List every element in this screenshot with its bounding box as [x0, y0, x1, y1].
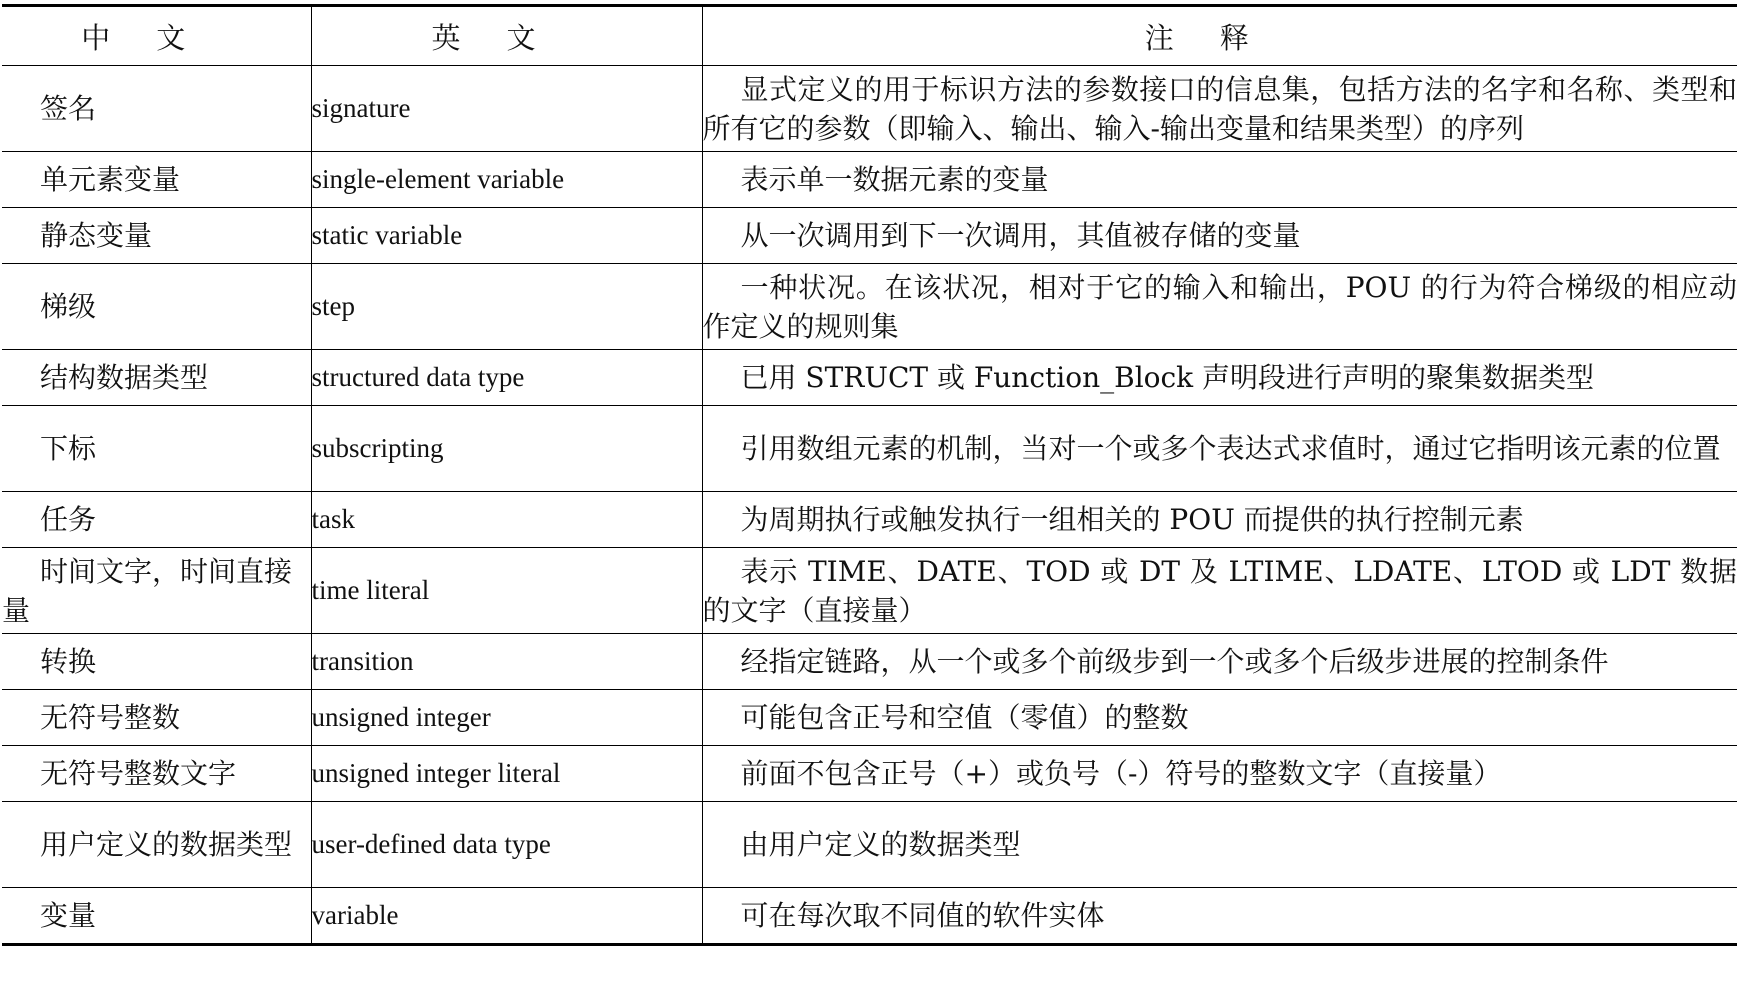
table-row	[2, 690, 1737, 746]
table-row	[2, 208, 1737, 264]
term-note: 可在每次取不同值的软件实体	[702, 888, 1737, 945]
term-english: user-defined data type	[311, 802, 702, 888]
term-chinese: 静态变量	[2, 208, 311, 264]
header-row	[2, 6, 1737, 66]
term-english: unsigned integer literal	[311, 746, 702, 802]
term-note: 已用 STRUCT 或 Function_Block 声明段进行声明的聚集数据类型	[702, 350, 1737, 406]
table-row	[2, 350, 1737, 406]
term-note: 为周期执行或触发执行一组相关的 POU 而提供的执行控制元素	[702, 492, 1737, 548]
term-note: 显式定义的用于标识方法的参数接口的信息集，包括方法的名字和名称、类型和所有它的参数（即输入、输出、输入-输出变量和结果类型）的序列	[702, 66, 1737, 152]
term-english: single-element variable	[311, 152, 702, 208]
table-row	[2, 746, 1737, 802]
term-english: subscripting	[311, 406, 702, 492]
term-english: task	[311, 492, 702, 548]
term-chinese: 时间文字，时间直接量	[2, 548, 311, 634]
table-row	[2, 492, 1737, 548]
term-note: 一种状况。在该状况，相对于它的输入和输出，POU 的行为符合梯级的相应动作定义的规则集	[702, 264, 1737, 350]
term-note: 从一次调用到下一次调用，其值被存储的变量	[702, 208, 1737, 264]
term-chinese: 无符号整数文字	[2, 746, 311, 802]
header-english: 英文	[311, 6, 702, 66]
term-chinese: 变量	[2, 888, 311, 945]
term-note: 表示单一数据元素的变量	[702, 152, 1737, 208]
table-row	[2, 634, 1737, 690]
term-chinese: 结构数据类型	[2, 350, 311, 406]
term-english: unsigned integer	[311, 690, 702, 746]
term-english: signature	[311, 66, 702, 152]
table-row	[2, 264, 1737, 350]
term-chinese: 签名	[2, 66, 311, 152]
term-english: structured data type	[311, 350, 702, 406]
table-row	[2, 152, 1737, 208]
term-chinese: 梯级	[2, 264, 311, 350]
glossary-table-container	[2, 4, 1737, 946]
table-row	[2, 548, 1737, 634]
term-english: static variable	[311, 208, 702, 264]
term-chinese: 用户定义的数据类型	[2, 802, 311, 888]
term-note: 经指定链路，从一个或多个前级步到一个或多个后级步进展的控制条件	[702, 634, 1737, 690]
table-row	[2, 406, 1737, 492]
term-note: 可能包含正号和空值（零值）的整数	[702, 690, 1737, 746]
term-note: 由用户定义的数据类型	[702, 802, 1737, 888]
term-english: variable	[311, 888, 702, 945]
term-chinese: 无符号整数	[2, 690, 311, 746]
table-row	[2, 802, 1737, 888]
term-chinese: 下标	[2, 406, 311, 492]
term-english: step	[311, 264, 702, 350]
term-note: 引用数组元素的机制，当对一个或多个表达式求值时，通过它指明该元素的位置	[702, 406, 1737, 492]
glossary-table	[2, 4, 1737, 946]
header-chinese: 中文	[2, 6, 311, 66]
term-chinese: 单元素变量	[2, 152, 311, 208]
term-note: 前面不包含正号（+）或负号（-）符号的整数文字（直接量）	[702, 746, 1737, 802]
term-note: 表示 TIME、DATE、TOD 或 DT 及 LTIME、LDATE、LTOD 或 LDT 数据的文字（直接量）	[702, 548, 1737, 634]
term-chinese: 转换	[2, 634, 311, 690]
header-note: 注释	[702, 6, 1737, 66]
table-row	[2, 888, 1737, 945]
table-row	[2, 66, 1737, 152]
term-chinese: 任务	[2, 492, 311, 548]
term-english: transition	[311, 634, 702, 690]
term-english: time literal	[311, 548, 702, 634]
